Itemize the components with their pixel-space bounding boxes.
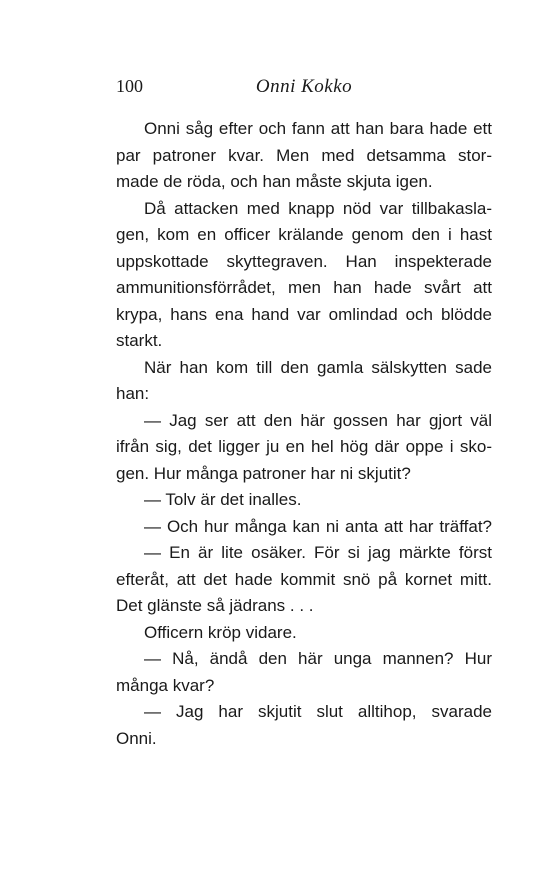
text-line: — Nå, ändå den här unga mannen? Hur — [144, 649, 492, 668]
text-line: Officern kröp vidare. — [144, 622, 297, 642]
text-line: starkt. — [116, 331, 163, 350]
text-line: uppskottade skyttegraven. Han inspekterade — [116, 251, 492, 271]
text-line: gen, kom en officer krälande genom den i hast — [116, 225, 492, 244]
page-number: 100 — [116, 76, 143, 96]
body-text — [116, 116, 492, 752]
text-line: — Jag ser att den här gossen har gjort väl — [144, 410, 492, 430]
text-line: — Jag har skjutit slut alltihop, svarade — [144, 702, 492, 721]
text-line: ifrån sig, det ligger ju en hel hög där oppe i sko- — [116, 437, 492, 456]
text-line: Det glänste så jädrans . . . — [116, 596, 314, 615]
text-line: Onni. — [116, 728, 157, 748]
text-line: efteråt, att det hade kommit snö på kornet mitt. — [116, 569, 492, 589]
text-line: han: — [116, 384, 150, 403]
text-line: — Tolv är det inalles. — [144, 490, 302, 509]
text-line: krypa, hans ena hand var omlindad och blödde — [116, 304, 492, 324]
text-line: många kvar? — [116, 675, 215, 695]
text-line: gen. Hur många patroner har ni skjutit? — [116, 463, 411, 483]
text-line: — En är lite osäker. För si jag märkte först — [144, 543, 492, 562]
text-line: När han kom till den gamla sälskytten sade — [144, 357, 492, 377]
text-line: made de röda, och han måste skjuta igen. — [116, 172, 433, 191]
running-title: Onni Kokko — [255, 76, 353, 97]
text-line: Då attacken med knapp nöd var tillbakasla- — [144, 198, 492, 218]
running-head — [116, 76, 492, 100]
text-line: — Och hur många kan ni anta att har träffat? — [144, 516, 492, 536]
text-line: par patroner kvar. Men med detsamma stor- — [116, 145, 492, 165]
text-line: Onni såg efter och fann att han bara hade ett — [144, 119, 492, 138]
text-line: ammunitionsförrådet, men han hade svårt att — [116, 278, 492, 297]
